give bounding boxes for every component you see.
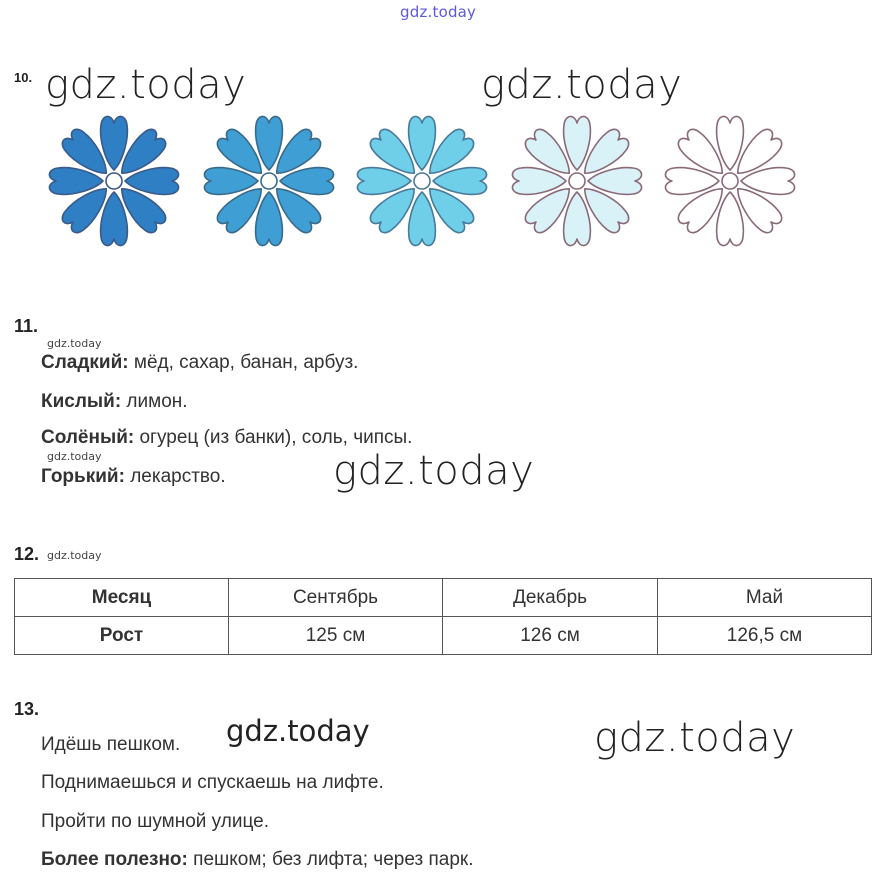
taste-bitter-text: лекарство. <box>124 466 226 487</box>
taste-sour <box>41 391 188 413</box>
task-12-number: 12. <box>14 544 40 564</box>
taste-salty-label: Солёный: <box>41 427 135 448</box>
task-13-line-1: Идёшь пешком. <box>41 734 181 755</box>
watermark-small-3: gdz.today <box>47 549 102 562</box>
taste-bitter <box>41 466 226 488</box>
flower-3 <box>350 108 494 254</box>
flower-light-blue-center <box>414 173 430 189</box>
task-13-number: 13. <box>14 699 40 719</box>
flower-5 <box>658 108 802 254</box>
growth-table <box>14 578 872 655</box>
flower-1 <box>42 108 186 254</box>
table-cell-december: Декабрь <box>443 579 658 617</box>
watermark-small-2: gdz.today <box>47 450 102 463</box>
watermark-big-1: gdz.today <box>45 62 247 108</box>
flower-white-center <box>722 173 738 189</box>
table-cell-height-december: 126 см <box>443 617 658 655</box>
task-13-line-2: Поднимаешься и спускаешь на лифте. <box>41 772 384 793</box>
table-row <box>15 617 872 655</box>
flower-medium-blue-center <box>261 173 277 189</box>
flower-pale-blue-center <box>569 173 585 189</box>
table-cell-september: Сентябрь <box>229 579 443 617</box>
taste-sour-label: Кислый: <box>41 391 122 412</box>
table-cell-height-september: 125 см <box>229 617 443 655</box>
table-cell-month-label: Месяц <box>15 579 229 617</box>
taste-salty-text: огурец (из банки), соль, чипсы. <box>134 427 413 448</box>
table-cell-height-may: 126,5 см <box>658 617 872 655</box>
table-cell-height-label: Рост <box>15 617 229 655</box>
taste-bitter-label: Горький: <box>41 466 125 487</box>
table-cell-may: Май <box>658 579 872 617</box>
taste-sour-text: лимон. <box>121 391 188 412</box>
task-13-line-3: Пройти по шумной улице. <box>41 811 269 832</box>
flower-4 <box>505 108 649 254</box>
taste-sweet-text: мёд, сахар, банан, арбуз. <box>128 352 359 373</box>
watermark-big-2: gdz.today <box>481 62 683 108</box>
watermark-mid-1: gdz.today <box>226 714 370 748</box>
flower-2 <box>197 108 341 254</box>
table-header-row <box>15 579 872 617</box>
task-13-conclusion-label: Более полезно: <box>41 849 188 870</box>
watermark-mid-2: gdz.today <box>594 715 796 761</box>
flower-dark-blue-center <box>106 173 122 189</box>
watermark-big-3: gdz.today <box>333 448 535 494</box>
task-13-conclusion-text: пешком; без лифта; через парк. <box>187 849 474 870</box>
watermark-top: gdz.today <box>400 3 477 21</box>
taste-salty <box>41 427 412 449</box>
taste-sweet <box>41 352 358 374</box>
taste-sweet-label: Сладкий: <box>41 352 129 373</box>
task-13-conclusion <box>41 849 474 871</box>
task-11-number: 11. <box>14 316 39 336</box>
task-10-number: 10. <box>14 70 33 85</box>
watermark-small-1: gdz.today <box>47 337 102 350</box>
